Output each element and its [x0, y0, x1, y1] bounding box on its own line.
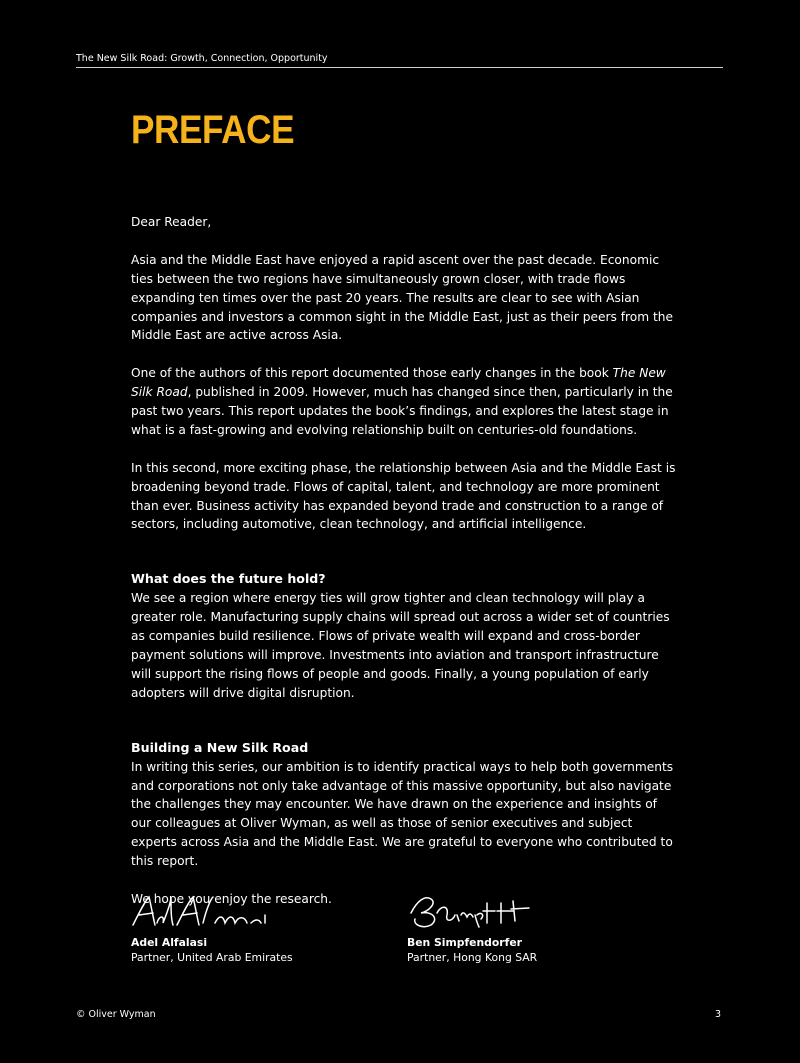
- page-number: 3: [715, 1009, 722, 1020]
- handwritten-signature-2: [407, 893, 537, 931]
- running-header: [76, 53, 723, 68]
- signatory-2-name: Ben Simpfendorfer: [407, 936, 522, 949]
- running-header-title: The New Silk Road: Growth, Connection, Opportunity: [76, 53, 328, 64]
- signature-block-1: [131, 893, 293, 965]
- section-heading-silk-road: Building a New Silk Road: [131, 739, 309, 755]
- paragraph-5: In writing this series, our ambition is to identify practical ways to help both governments and corporations not only take advantage of this massive opportunity, but also navigate the challenges they may encounter. We have drawn on the experience and insights of our colleagues at Oliver Wyman, as well as those of senior executives and subject experts across Asia and the Middle East. We are grateful to everyone who contributed to this report.: [131, 759, 674, 869]
- body-content: [131, 213, 676, 909]
- paragraph-3: In this second, more exciting phase, the relationship between Asia and the Middle East is broadening beyond trade. Flows of capital, talent, and technology are more prominent than ever. Business activity has expanded beyond trade and construction to a range of sectors, including automotive, clean technology, and artificial intelligence.: [131, 460, 676, 532]
- page-title: PREFACE: [131, 108, 295, 152]
- signatory-1-name: Adel Alfalasi: [131, 936, 208, 949]
- paragraph-4: We see a region where energy ties will grow tighter and clean technology will play a greater role. Manufacturing supply chains will spread out across a wider set of countries as companies build resilience. Flows of private wealth will expand and cross-border payment solutions will improve. Investments into aviation and transport infrastructure will support the rising flows of people and goods. Finally, a young population of early adopters will drive digital disruption.: [131, 591, 670, 700]
- closing-line: We hope you enjoy the research.: [131, 891, 332, 906]
- paragraph-2: [131, 364, 676, 440]
- section-heading-future: What does the future hold?: [131, 571, 326, 587]
- handwritten-signature-1: [131, 893, 271, 931]
- signatory-1-role: Partner, United Arab Emirates: [131, 951, 293, 964]
- signature-block-2: [407, 893, 537, 965]
- salutation: Dear Reader,: [131, 215, 212, 229]
- paragraph-2-lead: One of the authors of this report documented those early changes in the book: [131, 366, 613, 381]
- book-title: The New Silk Road: [131, 366, 666, 400]
- signatory-2-role: Partner, Hong Kong SAR: [407, 951, 538, 964]
- footer-copyright: © Oliver Wyman: [76, 1009, 156, 1020]
- paragraph-1: Asia and the Middle East have enjoyed a rapid ascent over the past decade. Economic ties between the two regions have simultaneously grown closer, with trade flows expanding ten times over the past 20 years. The results are clear to see with Asian companies and investors a common sight in the Middle East, just as their peers from the Middle East are active across Asia.: [131, 252, 673, 343]
- paragraph-2-rest: , published in 2009. However, much has changed since then, particularly in the past two years. This report updates the book’s findings, and explores the latest stage in what is a fast-growing and evolving relationship built on centuries-old foundations.: [131, 385, 673, 437]
